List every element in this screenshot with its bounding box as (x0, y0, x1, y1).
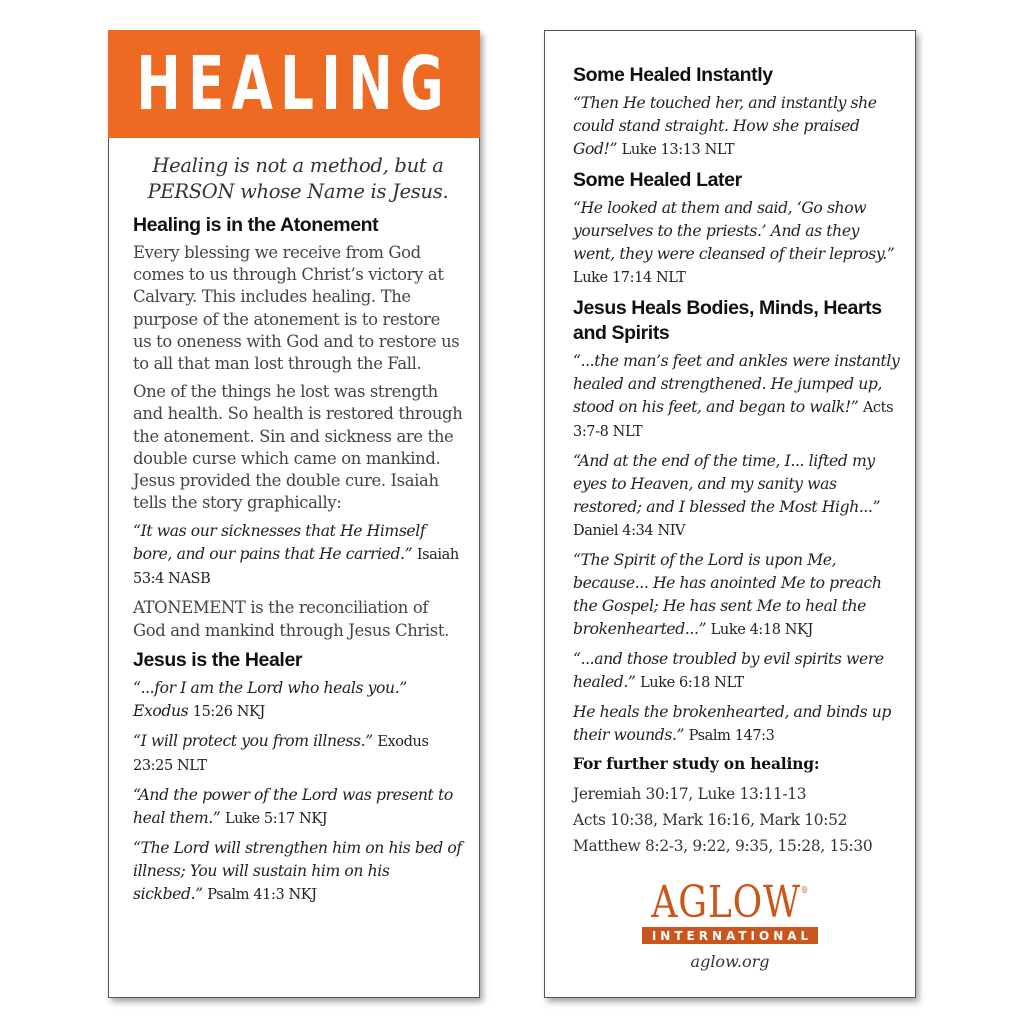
quote-reference: Psalm 147:3 (688, 728, 775, 744)
scripture-quote (133, 730, 463, 778)
website-url: aglow.org (690, 952, 770, 971)
quote-reference: Luke 5:17 NKJ (224, 810, 328, 827)
paragraph: One of the things he lost was strength and health. So health is restored through the atonement. Sin and sickness are the double curse which came on mankind. Jesus provided the double cure. Isaiah tells the story graphically: (133, 382, 463, 513)
quote-reference: Luke 4:18 NKJ (710, 622, 813, 638)
back-card (544, 30, 916, 998)
study-reference: Acts 10:38, Mark 16:16, Mark 10:52 (573, 811, 848, 829)
quote-reference: Exodus 23:25 NLT (133, 733, 429, 774)
quote-text: “Then He touched her, and instantly she could stand straight. How she praised God!” (573, 94, 877, 158)
quote-text: “It was our sicknesses that He Himself bore, and our pains that He carried.” (133, 522, 426, 564)
quote-reference: 15:26 NKJ (192, 703, 265, 720)
study-reference: Jeremiah 30:17, Luke 13:11-13 (573, 785, 807, 803)
tagline: Healing is not a method, but a PERSON whose Name is Jesus. (147, 154, 449, 203)
scripture-quote (573, 549, 901, 642)
study-reference: Matthew 8:2-3, 9:22, 9:35, 15:28, 15:30 (573, 837, 873, 855)
quote-text: “And at the end of the time, I... lifted my eyes to Heaven, and my sanity was restored; and I blessed the Most High...” (573, 452, 881, 516)
section-heading: Jesus is the Healer (133, 648, 303, 671)
quote-text: “And the power of the Lord was present to heal them.” (133, 785, 453, 827)
section-heading: Some Healed Instantly (573, 64, 773, 86)
quote-text: “He looked at them and said, ‘Go show yourselves to the priests.’ And as they went, they were cleansed of their leprosy.” (573, 199, 895, 263)
scripture-quote (133, 784, 463, 831)
study-heading: For further study on healing: (573, 754, 820, 773)
quote-text: “I will protect you from illness.” (133, 731, 373, 750)
quote-reference: Psalm 41:3 NKJ (207, 886, 317, 903)
section-heading: Jesus Heals Bodies, Minds, Hearts and Spirits (573, 297, 882, 344)
front-card (108, 30, 480, 998)
title-banner (108, 30, 480, 138)
page-title: HEALING (136, 41, 452, 127)
quote-reference: Acts 3:7-8 NLT (573, 400, 894, 440)
logo-wordmark (651, 869, 809, 928)
scripture-quote (573, 450, 901, 543)
scripture-quote (573, 197, 901, 290)
scripture-quote (573, 350, 901, 444)
front-content (133, 153, 463, 913)
aglow-logo (545, 869, 915, 971)
quote-text: He heals the brokenhearted, and binds up their wounds.” (573, 703, 892, 744)
quote-text: “...and those troubled by evil spirits were healed.” (573, 650, 884, 691)
scripture-quote (133, 520, 463, 591)
quote-reference: Luke 17:14 NLT (573, 270, 686, 286)
registered-mark: ® (800, 886, 809, 896)
quote-reference: Luke 13:13 NLT (621, 142, 735, 158)
quote-text: “The Lord will strengthen him on his bed of illness; You will sustain him on his sickbed.” (133, 838, 462, 903)
section-heading: Some Healed Later (573, 169, 742, 191)
quote-reference: Luke 6:18 NLT (640, 675, 744, 691)
quote-text: “...for I am the Lord who heals you.” Exodus (133, 678, 407, 720)
scripture-quote (573, 701, 901, 748)
logo-name: AGLOW (651, 877, 801, 928)
logo-subtitle: INTERNATIONAL (642, 927, 818, 944)
paragraph: Every blessing we receive from God comes to us through Christ’s victory at Calvary. This includes healing. The purpose of the atonement is to restore us to oneness with God and to restore us to all that man lost through the Fall. (133, 243, 460, 374)
scripture-quote (133, 837, 463, 907)
quote-reference: Daniel 4:34 NIV (573, 523, 686, 539)
scripture-quote (573, 648, 901, 695)
quote-reference: Isaiah 53:4 NASB (133, 547, 459, 588)
quote-text: “The Spirit of the Lord is upon Me, because... He has anointed Me to preach the Gospel; He has sent Me to heal the brokenhearted...” (573, 551, 882, 638)
section-heading: Healing is in the Atonement (133, 214, 379, 236)
scripture-quote (133, 677, 463, 724)
scripture-quote (573, 92, 901, 162)
quote-text: “...the man’s feet and ankles were instantly healed and strengthened. He jumped up, stood on his feet, and began to walk!” (573, 352, 900, 416)
paragraph: ATONEMENT is the reconciliation of God and mankind through Jesus Christ. (133, 598, 449, 640)
back-content (573, 63, 901, 859)
